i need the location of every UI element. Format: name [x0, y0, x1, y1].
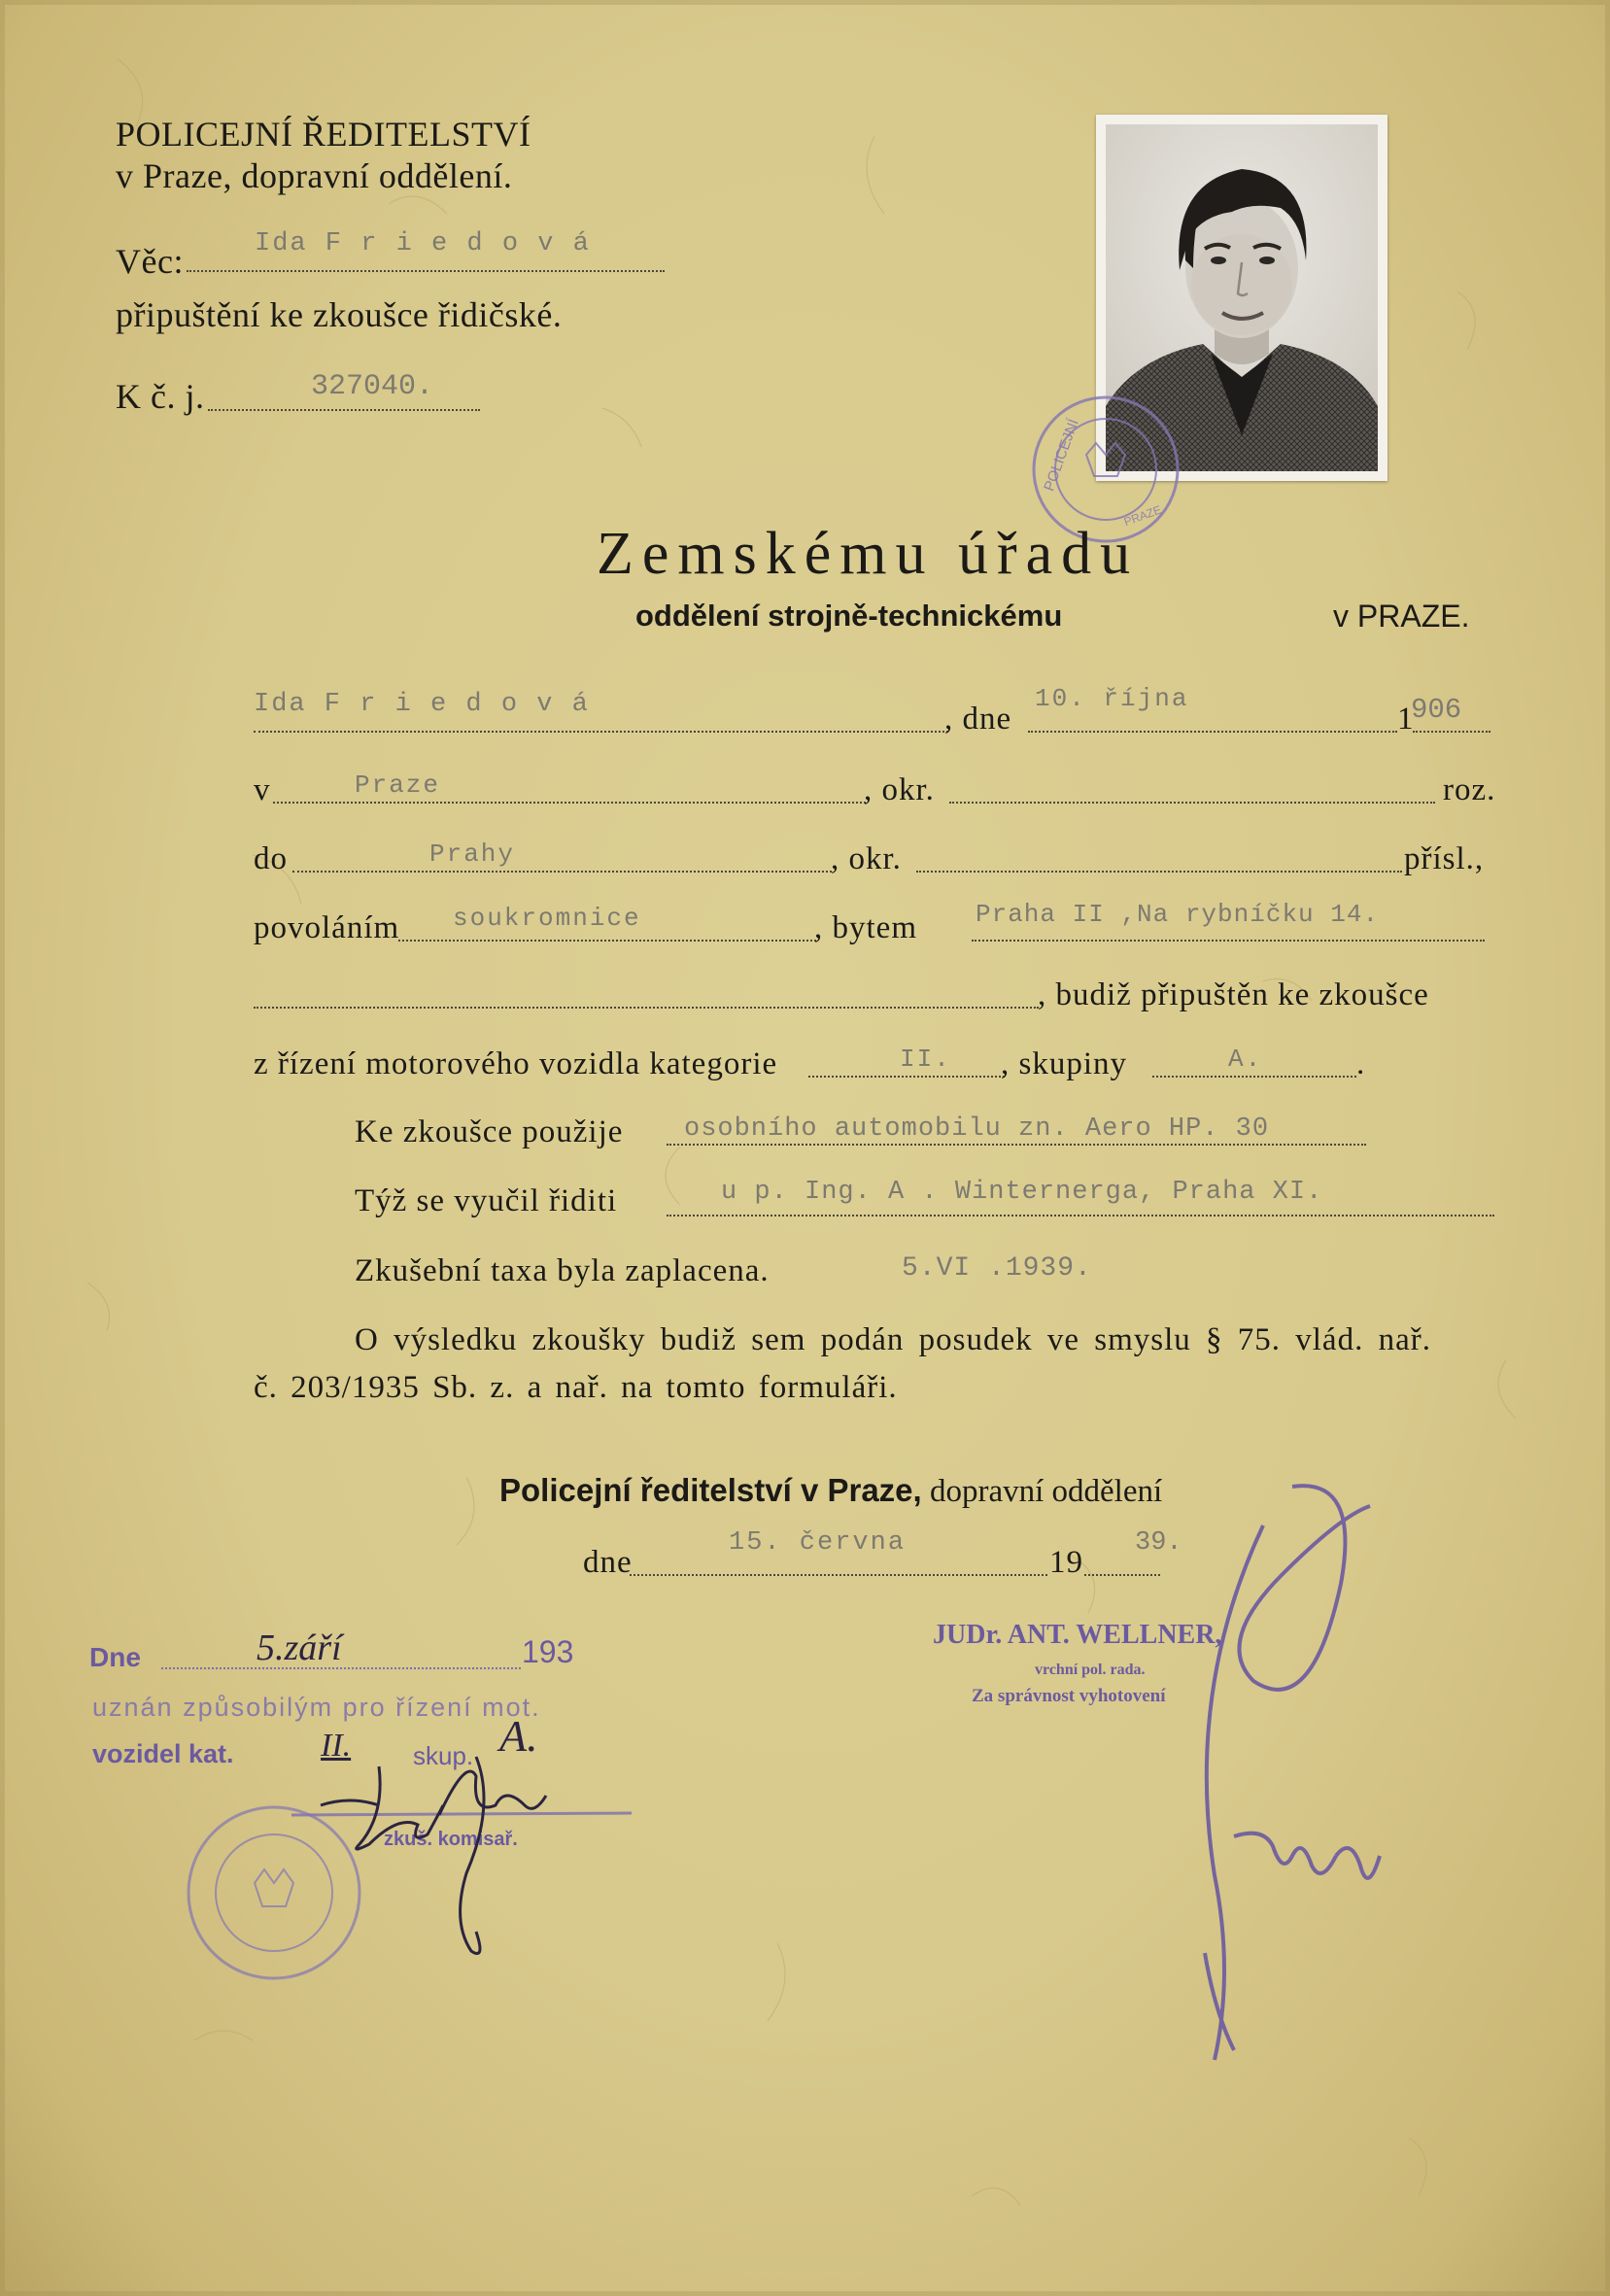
addressee-department: oddělení strojně-technickému — [635, 599, 1063, 633]
birthdate-underline — [1028, 731, 1397, 733]
exam-stamp-line-3-prefix: vozidel kat. — [92, 1739, 234, 1768]
applicant-name: Ida F r i e d o v á — [254, 690, 590, 719]
birth-date: 10. října — [1035, 684, 1189, 713]
okr1-underline — [949, 802, 1435, 804]
name-underline — [254, 731, 948, 733]
footer-year-prefix: 19 — [1049, 1545, 1083, 1580]
okr1-label: , okr. — [864, 772, 935, 807]
exam-stamp-kat-hand: II. — [321, 1728, 352, 1764]
footer-authority — [499, 1472, 1162, 1510]
vec-value: Ida F r i e d o v á — [255, 229, 591, 258]
exam-stamp-commissioner: zkuš. komisař. — [384, 1829, 518, 1850]
prisl-label: přísl., — [1404, 841, 1485, 876]
official-stamp-note: Za správnost vyhotovení — [972, 1686, 1166, 1706]
birthplace-underline — [273, 802, 866, 804]
group-label: , skupiny — [1001, 1046, 1128, 1081]
birth-year-prefix: 1 — [1397, 702, 1415, 737]
vehicle-underline — [667, 1144, 1366, 1146]
authority-subheading: v Praze, dopravní oddělení. — [116, 156, 513, 195]
official-stamp-rank: vrchní pol. rada. — [1035, 1662, 1146, 1678]
dne-label: , dne — [944, 702, 1012, 737]
kcj-underline — [208, 409, 480, 411]
exam-stamp-skup-hand: A. — [499, 1711, 538, 1761]
exam-stamp-year-prefix: 193 — [522, 1634, 574, 1669]
kcj-label: K č. j. — [116, 377, 205, 416]
official-signature — [1147, 1467, 1399, 2089]
trained-label: Týž se vyučil řiditi — [355, 1183, 618, 1218]
footer-dne-label: dne — [583, 1545, 633, 1580]
bytem-label: , bytem — [814, 910, 917, 945]
svg-text:PRAZE: PRAZE — [1121, 502, 1164, 530]
footer-authority-rest: dopravní oddělení — [929, 1474, 1163, 1509]
vehicle-label: Ke zkoušce použije — [355, 1114, 624, 1149]
subject-line: připuštění ke zkoušce řidičské. — [116, 295, 563, 334]
povolanim-label: povoláním — [254, 910, 400, 945]
category-label: z řízení motorového vozidla kategorie — [254, 1046, 778, 1081]
group-value: A. — [1228, 1045, 1263, 1074]
okr2-underline — [916, 871, 1402, 873]
okr2-label: , okr. — [831, 841, 902, 876]
category-value: II. — [900, 1045, 951, 1074]
authority-heading: POLICEJNÍ ŘEDITELSTVÍ — [116, 115, 531, 154]
v-label: v — [254, 772, 271, 807]
trained-value: u p. Ing. A . Winternerga, Praha XI. — [721, 1178, 1323, 1207]
domicile-underline — [292, 871, 832, 873]
exam-stamp-line-2: uznán způsobilým pro řízení mot. — [92, 1693, 541, 1722]
fee-label: Zkušební taxa byla zaplacena. — [355, 1253, 770, 1288]
address: Praha II ,Na rybníčku 14. — [976, 900, 1380, 929]
footer-date-underline — [630, 1574, 1047, 1576]
trained-underline — [667, 1215, 1494, 1217]
group-end: . — [1356, 1046, 1366, 1081]
exam-stamp-dne: Dne — [89, 1642, 141, 1672]
exam-signature — [185, 1698, 641, 2000]
birth-year-underline — [1413, 731, 1490, 733]
addressee-city: v PRAZE. — [1333, 599, 1470, 634]
domicile: Prahy — [429, 840, 516, 869]
admit-underline — [254, 1007, 1039, 1009]
svg-text:POLICEJNÍ: POLICEJNÍ — [1041, 417, 1082, 494]
official-stamp-name: JUDr. ANT. WELLNER, — [933, 1620, 1222, 1650]
vehicle-value: osobního automobilu zn. Aero HP. 30 — [684, 1114, 1270, 1144]
category-underline — [808, 1076, 1005, 1078]
group-underline — [1152, 1076, 1356, 1078]
result-line-1: O výsledku zkoušky budiž sem podán posudek ve smyslu § 75. vlád. nař. — [355, 1322, 1431, 1357]
do-label: do — [254, 841, 288, 876]
vec-label: Věc: — [116, 242, 184, 281]
exam-stamp-skup: skup. — [413, 1741, 474, 1770]
kcj-value: 327040. — [311, 370, 434, 403]
roz-label: roz. — [1443, 772, 1496, 807]
fee-value: 5.VI .1939. — [902, 1253, 1092, 1284]
admit-text: , budiž připuštěn ke zkoušce — [1038, 977, 1429, 1012]
occupation-underline — [398, 940, 816, 942]
footer-authority-bold: Policejní ředitelství v Praze, — [499, 1472, 922, 1508]
exam-stamp-date-hand: 5.září — [257, 1628, 342, 1668]
address-underline — [972, 940, 1485, 942]
footer-year: 39. — [1135, 1528, 1182, 1558]
occupation: soukromnice — [453, 904, 641, 933]
birth-place: Praze — [355, 771, 441, 800]
result-line-2: č. 203/1935 Sb. z. a nař. na tomto formuláři. — [254, 1370, 898, 1405]
vec-underline — [187, 270, 665, 272]
birth-year: 906 — [1411, 694, 1462, 726]
footer-date: 15. června — [729, 1528, 907, 1558]
addressee-title: Zemskému úřadu — [597, 521, 1140, 587]
